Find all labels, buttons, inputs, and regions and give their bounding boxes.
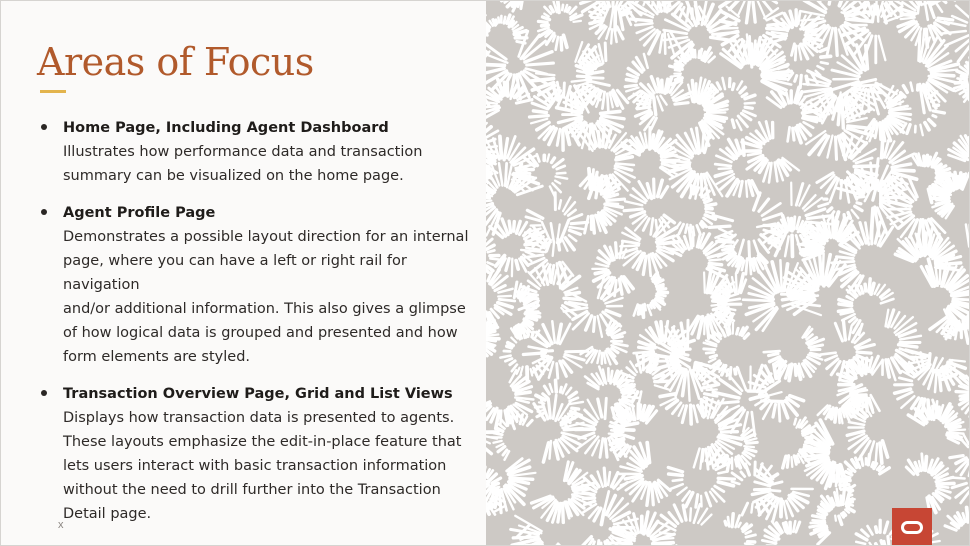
slide-title: Areas of Focus bbox=[37, 40, 314, 84]
title-accent-rule bbox=[40, 90, 66, 93]
bullet-list bbox=[39, 116, 469, 539]
bullet-text-line: These layouts emphasize the edit-in-place feature that bbox=[63, 434, 462, 450]
bullet-dot-icon bbox=[41, 209, 47, 215]
bullet-text-line: Detail page. bbox=[63, 506, 152, 522]
oracle-logo-icon bbox=[892, 508, 932, 546]
bullet-text-line: of how logical data is grouped and presented and how bbox=[63, 325, 458, 341]
bullet-dot-icon bbox=[41, 390, 47, 396]
content-panel bbox=[1, 1, 486, 546]
bullet-text-line: form elements are styled. bbox=[63, 349, 251, 365]
bullet-heading: Agent Profile Page bbox=[63, 205, 216, 221]
pattern-illustration bbox=[486, 1, 970, 546]
bullet-text-line: without the need to drill further into the Transaction bbox=[63, 482, 441, 498]
bullet-item bbox=[39, 382, 469, 526]
bullet-heading: Transaction Overview Page, Grid and List Views bbox=[63, 386, 453, 402]
bullet-text-line: summary can be visualized on the home page. bbox=[63, 168, 404, 184]
bullet-text-line: Demonstrates a possible layout direction for an internal bbox=[63, 229, 469, 245]
bullet-text-line: page, where you can have a left or right rail for navigation bbox=[63, 253, 407, 293]
bullet-text-line: and/or additional information. This also gives a glimpse bbox=[63, 301, 466, 317]
bullet-text-line: lets users interact with basic transaction information bbox=[63, 458, 447, 474]
slide-number: x bbox=[58, 519, 64, 531]
logo-ring bbox=[901, 521, 923, 534]
bullet-dot-icon bbox=[41, 124, 47, 130]
bullet-item bbox=[39, 201, 469, 369]
bullet-text-line: Displays how transaction data is presented to agents. bbox=[63, 410, 455, 426]
bullet-heading: Home Page, Including Agent Dashboard bbox=[63, 120, 389, 136]
bullet-text-line: Illustrates how performance data and transaction bbox=[63, 144, 423, 160]
bullet-item bbox=[39, 116, 469, 188]
decorative-pattern bbox=[486, 1, 970, 546]
